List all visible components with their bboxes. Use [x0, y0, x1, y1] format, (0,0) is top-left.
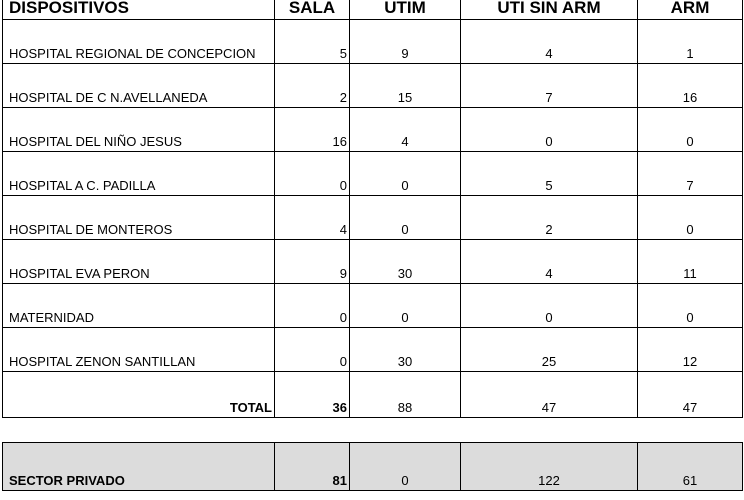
row-uti-sin-arm: 4	[461, 20, 638, 64]
header-sala: SALA	[275, 0, 350, 20]
row-sala: 5	[275, 20, 350, 64]
row-name: HOSPITAL DE C N.AVELLANEDA	[3, 64, 275, 108]
total-uti-sin-arm: 47	[461, 372, 638, 418]
row-sala: 0	[275, 152, 350, 196]
header-arm: ARM	[638, 0, 743, 20]
private-sector-row	[3, 443, 743, 491]
table-body	[3, 20, 743, 372]
header-uti-sin-arm: UTI SIN ARM	[461, 0, 638, 20]
row-sala: 4	[275, 196, 350, 240]
row-arm: 0	[638, 196, 743, 240]
row-arm: 12	[638, 328, 743, 372]
row-uti-sin-arm: 5	[461, 152, 638, 196]
private-label: SECTOR PRIVADO	[3, 443, 275, 491]
table-row	[3, 284, 743, 328]
total-sala: 36	[275, 372, 350, 418]
total-label: TOTAL	[3, 372, 275, 418]
table-row	[3, 152, 743, 196]
row-sala: 0	[275, 284, 350, 328]
private-arm: 61	[638, 443, 743, 491]
row-uti-sin-arm: 4	[461, 240, 638, 284]
row-utim: 0	[350, 152, 461, 196]
row-name: HOSPITAL ZENON SANTILLAN	[3, 328, 275, 372]
table-row	[3, 328, 743, 372]
table-row	[3, 240, 743, 284]
row-arm: 16	[638, 64, 743, 108]
devices-table	[2, 0, 743, 418]
row-utim: 0	[350, 284, 461, 328]
total-row	[3, 372, 743, 418]
row-utim: 0	[350, 196, 461, 240]
header-dispositivos: DISPOSITIVOS	[3, 0, 275, 20]
table-row	[3, 64, 743, 108]
row-name: HOSPITAL EVA PERON	[3, 240, 275, 284]
header-utim: UTIM	[350, 0, 461, 20]
row-arm: 1	[638, 20, 743, 64]
row-sala: 16	[275, 108, 350, 152]
table-row	[3, 20, 743, 64]
row-arm: 0	[638, 284, 743, 328]
row-name: HOSPITAL A C. PADILLA	[3, 152, 275, 196]
table-row	[3, 196, 743, 240]
table-row	[3, 108, 743, 152]
row-utim: 9	[350, 20, 461, 64]
total-utim: 88	[350, 372, 461, 418]
row-name: HOSPITAL DEL NIÑO JESUS	[3, 108, 275, 152]
row-uti-sin-arm: 7	[461, 64, 638, 108]
row-sala: 0	[275, 328, 350, 372]
row-name: MATERNIDAD	[3, 284, 275, 328]
row-sala: 2	[275, 64, 350, 108]
row-sala: 9	[275, 240, 350, 284]
private-sector-table	[2, 442, 743, 491]
row-arm: 7	[638, 152, 743, 196]
row-name: HOSPITAL DE MONTEROS	[3, 196, 275, 240]
row-utim: 4	[350, 108, 461, 152]
private-sala: 81	[275, 443, 350, 491]
total-arm: 47	[638, 372, 743, 418]
private-utim: 0	[350, 443, 461, 491]
row-uti-sin-arm: 2	[461, 196, 638, 240]
row-uti-sin-arm: 25	[461, 328, 638, 372]
header-row	[3, 0, 743, 20]
row-uti-sin-arm: 0	[461, 108, 638, 152]
row-utim: 15	[350, 64, 461, 108]
private-uti-sin-arm: 122	[461, 443, 638, 491]
row-arm: 0	[638, 108, 743, 152]
row-utim: 30	[350, 240, 461, 284]
row-uti-sin-arm: 0	[461, 284, 638, 328]
row-utim: 30	[350, 328, 461, 372]
row-name: HOSPITAL REGIONAL DE CONCEPCION	[3, 20, 275, 64]
row-arm: 11	[638, 240, 743, 284]
